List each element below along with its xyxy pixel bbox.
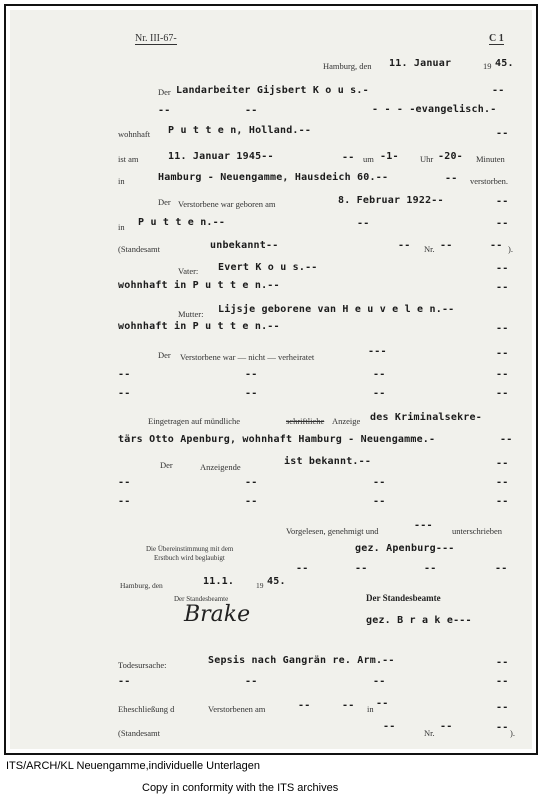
death-date: 11. Januar 1945-- — [168, 151, 274, 162]
reporter-line-2: tärs Otto Apenburg, wohnhaft Hamburg - Neuengamme.- — [118, 434, 436, 445]
dash-fill: -- — [496, 348, 509, 359]
standesamt-value: unbekannt-- — [210, 240, 279, 251]
dash-fill: -- — [118, 676, 131, 687]
dash-fill: -- — [496, 128, 509, 139]
dash-fill: -- — [424, 563, 437, 574]
dash-fill: -- — [492, 85, 505, 96]
dash-fill: -- — [245, 676, 258, 687]
standesbeamte-bold-label: Der Standesbeamte — [366, 593, 441, 603]
uhr-label: Uhr — [420, 154, 434, 164]
birth-place: P u t t e n.-- — [138, 217, 226, 228]
dash-fill: -- — [245, 477, 258, 488]
residence-label: wohnhaft — [118, 129, 151, 139]
report-label: Eingetragen auf mündliche — [148, 416, 241, 426]
dash-fill: -- — [490, 240, 503, 251]
marital-label: Verstorbene war — nicht — verheiratet — [180, 352, 315, 362]
in-label-3: in — [367, 704, 374, 714]
dash-fill: -- — [445, 173, 458, 184]
nr-label-2: Nr. — [424, 728, 435, 738]
dash-fill: -- — [118, 388, 131, 399]
brake-signature: gez. B r a k e--- — [366, 615, 472, 626]
registration-year: 45. — [495, 58, 514, 69]
marriage-label: Eheschließung d — [118, 704, 175, 714]
father-label: Vater: — [178, 266, 199, 276]
anzeigende-label: Anzeigende — [200, 462, 241, 472]
dash-fill: -- — [440, 721, 453, 732]
anzeige-label: Anzeige — [332, 416, 361, 426]
conformity-line-2: Erstbuch wird beglaubigt — [154, 554, 225, 562]
dash-fill: -- — [496, 657, 509, 668]
conformity-note: Copy in conformity with the ITS archives — [142, 782, 339, 794]
marriage-label-2: Verstorbenen am — [208, 704, 266, 714]
stamp-year-prefix: 19 — [256, 581, 264, 590]
death-hour: -1- — [380, 151, 399, 162]
dash-fill: -- — [496, 676, 509, 687]
apenburg-signature: gez. Apenburg--- — [355, 543, 455, 554]
dash-fill: -- — [357, 218, 370, 229]
nr-label-1: Nr. — [424, 244, 435, 254]
standesbeamte-small-label: Der Standesbeamte — [174, 595, 229, 603]
mother-residence: wohnhaft in P u t t e n.-- — [118, 321, 280, 332]
dash-fill: -- — [500, 434, 513, 445]
close-paren: ). — [508, 244, 513, 254]
dash-fill: -- — [496, 496, 509, 507]
dash-fill: -- — [496, 702, 509, 713]
dash-fill: -- — [496, 218, 509, 229]
residence-value: P u t t e n, Holland.-- — [168, 125, 312, 136]
mother-label: Mutter: — [178, 309, 204, 319]
unterschrieben-label: unterschrieben — [452, 526, 503, 536]
registration-date: 11. Januar — [389, 58, 452, 69]
dash-fill: -- — [298, 700, 311, 711]
death-minutes: -20- — [438, 151, 463, 162]
religion-value: - - - -evangelisch.- — [372, 104, 497, 115]
certification-year: 45. — [267, 576, 286, 587]
dash-fill: -- — [495, 563, 508, 574]
death-place: Hamburg - Neuengamme, Hausdeich 60.-- — [158, 172, 389, 183]
dash-fill: -- — [440, 240, 453, 251]
close-paren-2: ). — [510, 728, 515, 738]
dash-fill: -- — [496, 477, 509, 488]
deceased-name: Landarbeiter Gijsbert K o u s.- — [176, 85, 369, 96]
handwritten-signature: Brake — [184, 602, 251, 627]
dash-fill: --- — [368, 346, 387, 357]
dash-fill: -- — [496, 282, 509, 293]
dash-fill: -- — [245, 388, 258, 399]
um-label: um — [363, 154, 374, 164]
dash-fill: -- — [373, 496, 386, 507]
conformity-line-1: Die Übereinstimmung mit dem — [146, 545, 234, 553]
birth-date: 8. Februar 1922-- — [338, 195, 444, 206]
dash-fill: -- — [496, 369, 509, 380]
dash-fill: -- — [245, 496, 258, 507]
record-number: Nr. III-67- — [135, 33, 177, 44]
cause-of-death: Sepsis nach Gangrän re. Arm.-- — [208, 655, 395, 666]
dash-fill: --- — [414, 520, 433, 531]
dash-fill: -- — [398, 240, 411, 251]
struck-schriftliche: schriftliche — [286, 416, 325, 426]
death-label: ist am — [118, 154, 139, 164]
vorgelesen-label: Vorgelesen, genehmigt und — [286, 526, 379, 536]
dash-fill: -- — [118, 496, 131, 507]
in-label-1: in — [118, 176, 125, 186]
dash-fill: -- — [245, 105, 258, 116]
dash-fill: -- — [118, 369, 131, 380]
dash-fill: -- — [496, 458, 509, 469]
father-name: Evert K o u s.-- — [218, 262, 318, 273]
dash-fill: -- — [342, 152, 355, 163]
dash-fill: -- — [158, 105, 171, 116]
der-prefix-2: Der — [158, 197, 171, 207]
der-prefix-1: Der — [158, 87, 171, 97]
dash-fill: -- — [496, 323, 509, 334]
standesamt-label-2: (Standesamt — [118, 728, 161, 738]
dash-fill: -- — [496, 263, 509, 274]
dash-fill: -- — [355, 563, 368, 574]
certification-date: 11.1. — [203, 576, 235, 587]
minuten-label: Minuten — [476, 154, 505, 164]
reporter-known: ist bekannt.-- — [284, 456, 372, 467]
dash-fill: -- — [496, 388, 509, 399]
father-residence: wohnhaft in P u t t e n.-- — [118, 280, 280, 291]
born-label: Verstorbene war geboren am — [178, 199, 276, 209]
dash-fill: -- — [383, 721, 396, 732]
year-prefix: 19 — [483, 61, 492, 71]
standesamt-label-1: (Standesamt — [118, 244, 161, 254]
dash-fill: -- — [373, 369, 386, 380]
reporter-line-1: des Kriminalsekre- — [370, 412, 482, 423]
dash-fill: -- — [373, 388, 386, 399]
place-date-label: Hamburg, den — [323, 61, 372, 71]
dash-fill: -- — [496, 722, 509, 733]
dash-fill: -- — [245, 369, 258, 380]
dash-fill: -- — [296, 563, 309, 574]
dash-fill: -- — [342, 700, 355, 711]
dash-fill: -- — [496, 196, 509, 207]
death-certificate-page — [10, 10, 532, 749]
verstorben-label: verstorben. — [470, 176, 509, 186]
mother-name: Lijsje geborene van H e u v e l e n.-- — [218, 304, 455, 315]
dash-fill: -- — [373, 477, 386, 488]
hamburg-label: Hamburg, den — [120, 581, 163, 590]
der-prefix-4: Der — [160, 460, 173, 470]
dash-fill: -- — [373, 676, 386, 687]
form-code: C 1 — [489, 33, 504, 44]
archive-reference: ITS/ARCH/KL Neuengamme,individuelle Unterlagen — [6, 760, 260, 772]
dash-fill: -- — [376, 698, 389, 709]
dash-fill: -- — [118, 477, 131, 488]
cause-label: Todesursache: — [118, 660, 167, 670]
in-label-2: in — [118, 222, 125, 232]
der-prefix-3: Der — [158, 350, 171, 360]
